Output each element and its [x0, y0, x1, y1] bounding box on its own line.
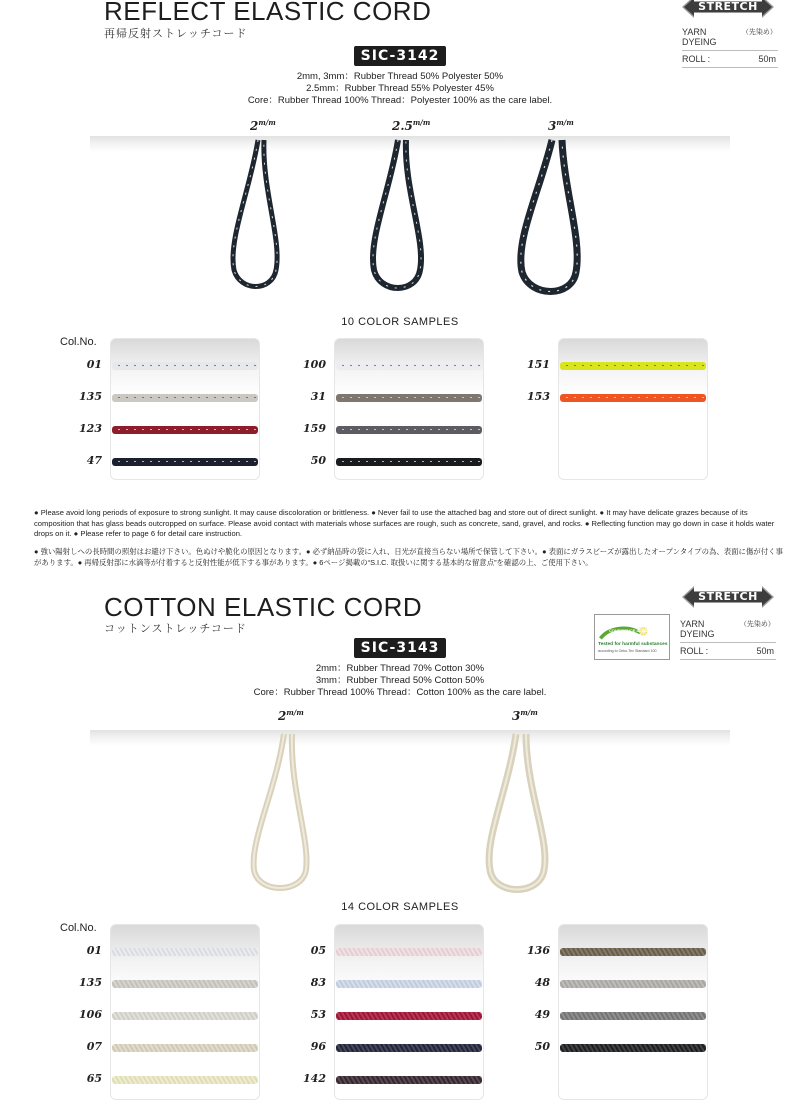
col-number: 83: [310, 976, 326, 989]
col-number: 136: [527, 944, 550, 957]
color-swatch: [560, 1012, 706, 1020]
col-number: 159: [303, 422, 326, 435]
col-number: 50: [534, 1040, 550, 1053]
care-notes-japanese: ● 強い陽射しへの長時間の照射はお避け下さい。色ぬけや脆化の原因となります。● 必ず納品時の袋に入れ、日光が直接当らない場所で保管して下さい。● 表面にガラスビーズが露出したオープンタイプの為、表面に傷が付く事があります。● 再帰反射部に水滴等が付着すると反射性能が低下する事があります。● 6ページ掲載の“S.I.C. 取扱いに関する基本的な留意点”を確認の上、ご使用下さい。: [34, 547, 783, 567]
col-number: 100: [303, 358, 326, 371]
col-number: 151: [527, 358, 550, 371]
col-number: 49: [534, 1008, 550, 1021]
col-number: 153: [527, 390, 550, 403]
color-swatch: [336, 1044, 482, 1052]
spec-line: 3mm：Rubber Thread 50% Cotton 50%: [315, 675, 485, 686]
color-swatch: [112, 1044, 258, 1052]
cotton-samples-title: 14 COLOR SAMPLES: [341, 901, 459, 913]
stretch-label: STRETCH: [698, 590, 758, 603]
cotton-code-badge: SIC-3143: [354, 638, 446, 658]
reflect-subtitle-jp: 再帰反射ストレッチコード: [104, 28, 248, 40]
size-label: $2^{m/m}$: [278, 708, 304, 723]
color-swatch: [560, 948, 706, 956]
col-number: 01: [86, 358, 102, 371]
certificate-line-1: CONFIDENCE IN TEXTILES: [609, 628, 661, 633]
spec-line: Core：Rubber Thread 100% Thread：Polyester 100% as the care label.: [247, 95, 553, 106]
col-number: 106: [79, 1008, 102, 1021]
reflect-colno-label: Col.No.: [60, 336, 97, 348]
roll-value: 50m: [758, 54, 776, 64]
size-label: $2.5^{m/m}$: [392, 118, 431, 133]
col-number: 01: [86, 944, 102, 957]
color-swatch: [560, 1044, 706, 1052]
col-number: 50: [310, 454, 326, 467]
care-notes-english: ● Please avoid long periods of exposure to strong sunlight. It may cause discoloration or brittleness. ● Never fail to use the attached bag and store out of direct sunlight. ● It may have delicate grazes because of its composition that has glass beads outcropped on surface. Please avoid contact with materials whose surfaces are rough, such as concrete, sand, gravel, and rocks. ● Reflecting function may go down in case it holds water drops on it. ● Please refer to page 6 for detail care instruction.: [34, 508, 775, 538]
color-swatch: [336, 980, 482, 988]
stretch-label: STRETCH: [698, 0, 758, 13]
size-label: $3^{m/m}$: [548, 118, 574, 133]
col-number: 142: [303, 1072, 326, 1085]
color-swatch: [112, 1076, 258, 1084]
col-number: 07: [86, 1040, 102, 1053]
cotton-title: COTTON ELASTIC CORD: [104, 592, 423, 622]
spec-line: 2mm：Rubber Thread 70% Cotton 30%: [315, 663, 485, 674]
col-number: 47: [86, 454, 102, 467]
roll-value: 50m: [756, 646, 774, 656]
yarn-dyeing-label: YARN DYEING: [682, 27, 717, 47]
col-number: 135: [79, 390, 102, 403]
col-number: 05: [310, 944, 326, 957]
color-swatch: [336, 1012, 482, 1020]
color-swatch: [560, 980, 706, 988]
yarn-dyeing-label: YARN DYEING: [680, 619, 715, 639]
col-number: 123: [79, 422, 102, 435]
reflect-samples-title: 10 COLOR SAMPLES: [341, 316, 459, 328]
col-number: 31: [310, 390, 326, 403]
color-swatch: [336, 1076, 482, 1084]
cord-loop-3mm: [489, 734, 545, 890]
cotton-subtitle-jp: コットンストレッチコード: [104, 623, 247, 635]
col-number: 48: [534, 976, 550, 989]
certificate-line-2: Tested for harmful substances: [598, 642, 668, 647]
size-label: $3^{m/m}$: [512, 708, 538, 723]
roll-label: ROLL :: [680, 646, 709, 656]
col-number: 53: [310, 1008, 326, 1021]
color-swatch: [112, 1012, 258, 1020]
color-swatch: [336, 948, 482, 956]
reflect-title: REFLECT ELASTIC CORD: [104, 0, 432, 26]
roll-label: ROLL :: [682, 54, 711, 64]
spec-line: Core：Rubber Thread 100% Thread：Cotton 100% as the care label.: [253, 687, 547, 698]
yarn-dyeing-jp: （先染め）: [741, 29, 777, 36]
col-number: 96: [310, 1040, 326, 1053]
size-label: $2^{m/m}$: [250, 118, 276, 133]
reflect-code-badge: SIC-3142: [354, 46, 446, 66]
col-number: 135: [79, 976, 102, 989]
yarn-dyeing-jp: （先染め）: [739, 621, 775, 628]
spec-line: 2.5mm：Rubber Thread 55% Polyester 45%: [306, 83, 494, 94]
cord-loop-2mm: [254, 734, 307, 888]
certificate-line-3: according to Oeko-Tex Standard 100: [598, 649, 657, 653]
color-swatch: [112, 980, 258, 988]
spec-line: 2mm, 3mm：Rubber Thread 50% Polyester 50%: [296, 71, 504, 82]
cotton-colno-label: Col.No.: [60, 922, 97, 934]
col-number: 65: [86, 1072, 102, 1085]
color-swatch: [112, 948, 258, 956]
